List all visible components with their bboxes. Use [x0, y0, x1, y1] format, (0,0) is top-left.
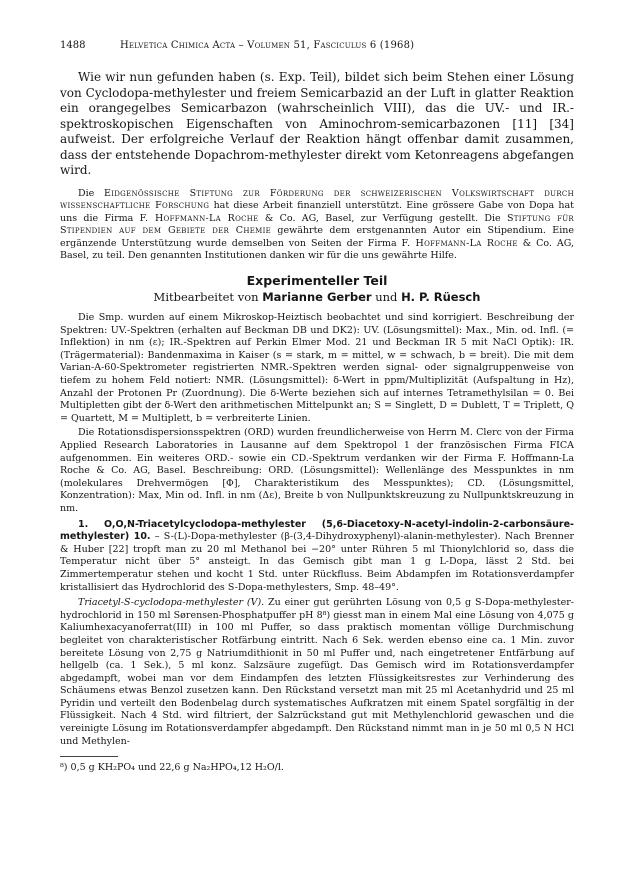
- footnote: ⁸) 0,5 g KH₂PO₄ und 22,6 g Na₂HPO₄,12 H₂O/l.: [60, 762, 284, 774]
- compound-1-title: 1. O,O,N-Triacetylcyclodopa-methylester (5,6-Diacetoxy-N-acetyl-indolin-2-carbonsäure-methylester) 10.: [60, 518, 574, 543]
- ack-prefix: Die: [78, 187, 104, 199]
- compound-1-text: – S-(L)-Dopa-methylester (β-(3,4-Dihydroxyphenyl)-alanin-methylester). Nach Brenner & Huber [22] tropft man zu 20 ml Methanol bei −20° unter Rühren 5 ml Thionylchlorid so, dass die Temperatur nicht über 5° ansteigt. In das Gemisch gibt man 1 g L-Dopa, lässt 2 Std. bei Zimmertemperatur stehen und kocht 1 Std. unter Rückfluss. Beim Abdampfen im Rotationsverdampfer kristallisiert das Hydrochlorid des S-Dopa-methylesters, Smp. 48–49°.: [60, 531, 574, 593]
- author-2: H. P. Rüesch: [401, 290, 481, 305]
- page-number: 1488: [60, 40, 86, 51]
- ack-text-2: & Co. AG, Basel, zur Verfügung gestellt. Die: [258, 212, 507, 224]
- page: [60, 40, 574, 775]
- authors-and: und: [371, 290, 402, 305]
- acknowledgment-paragraph: [60, 188, 574, 264]
- methods-paragraph: Die Smp. wurden auf einem Mikroskop-Heiztisch beobachtet und sind korrigiert. Beschreibung der Spektren: UV.-Spektren (erhalten auf Beckman DB und DK2): UV. (Lösungsmittel): Max., Min. od. Infl. (= Inflektion) in nm (ε); IR.-Spektren auf Perkin Elmer Mod. 21 und Beckman IR 5 mit NaCl Optik): IR. (Trägermaterial): Bandenmaxima in Kaiser (s = stark, m = mittel, w = schwach, b = breit). Die mit dem Varian-A-60-Spektrometer registrierten NMR.-Spektren werden signal- oder signalgruppenweise von tiefem zu hohem Feld notiert: NMR. (Lösungsmittel): δ-Wert in ppm/Multiplizität (Aufspaltung in Hz), Anzahl der Protonen Pr (Zuordnung). Die δ-Werte beziehen sich auf internes Tetramethylsilan = 0. Bei Multipletten gibt der δ-Wert den arithmetischen Mittelpunkt an; S = Singlett, D = Dublett, T = Triplett, Q = Quartett, M = Multiplett, b = verbreiterte Linien.: [60, 312, 574, 424]
- ack-text-3: gewährte dem erstgenannten Autor ein Stipendium. Eine ergänzende Unterstützung wurde demselben von Seiten der Firma: [60, 225, 574, 249]
- footnote-divider: [60, 756, 118, 757]
- ack-org-2: Stiftung für Stipendien auf dem Gebiete der Chemie: [60, 212, 574, 237]
- journal-title: Helvetica Chimica Acta – Volumen 51, Fasciculus 6 (1968): [120, 40, 415, 51]
- compound-2-paragraph: [60, 597, 574, 748]
- author-1: Marianne Gerber: [262, 290, 372, 305]
- compound-2-title: Triacetyl-S-cyclodopa-methylester (V).: [78, 597, 265, 609]
- authors-prefix: Mitbearbeitet von: [153, 290, 263, 305]
- ack-org-1: Eidgenössische Stiftung zur Förderung der schweizerischen Volkswirtschaft durch wissenschaftliche Forschung: [60, 187, 574, 212]
- ack-firm-1: F. Hoffmann-La Roche: [139, 212, 259, 224]
- ack-text-4: & Co. AG, Basel, zu teil. Den genannten Institutionen danken wir für die uns gewährte Hilfe.: [60, 237, 574, 262]
- intro-paragraph: Wie wir nun gefunden haben (s. Exp. Teil), bildet sich beim Stehen einer Lösung von Cyclodopa-methylester und freiem Semicarbazid an der Luft in glatter Reaktion ein orangegelbes Semicarbazon (wahrscheinlich VIII), das die UV.- und IR.-spektroskopischen Eigenschaften von Aminochrom-semicarbazonen [11] [34] aufweist. Der erfolgreiche Verlauf der Reaktion hängt offenbar damit zusammen, dass der entstehende Dopachrom-methylester direkt vom Ketonreagens abgefangen wird.: [60, 70, 575, 177]
- section-authors: [60, 290, 574, 304]
- compound-2-text: Zu einer gut gerührten Lösung von 0,5 g S-Dopa-methylester-hydrochlorid in 150 ml Sørensen-Phosphatpuffer pH 8⁸) giesst man in einem Mal eine Lösung von 4,075 g Kaliumhexacyanoferrat(III) in 100 ml Puffer, so dass praktisch momentan völlige Durchmischung begleitet von charakteristischer Rotfärbung eintritt. Nach 6 Sek. werden ebenso eine ca. 1 Min. zuvor bereitete Lösung von 2,75 g Natriumdithionit in 50 ml Puffer und, nach eingetretener Entfärbung auf hellgelb (ca. 1 Sek.), 5 ml konz. Salzsäure zugefügt. Das Gemisch wird im Rotationsverdampfer abgedampft, wobei man vor dem Eindampfen des letzten Flüssigkeitsrestes zur Verhinderung des Schäumens etwas Benzol zusetzen kann. Den Rückstand versetzt man mit 25 ml Acetanhydrid und 25 ml Pyridin und verteilt den Bodenbelag durch systematisches Aufkratzen mit einem Spatel sorgfältig in der Flüssigkeit. Nach 4 Std. wird filtriert, der Salzrückstand gut mit Methylenchlorid gewaschen und die vereinigte Lösung im Rotationsverdampfer abgedampft. Den Rückstand nimmt man in je 50 ml 0,5 N HCl und Methylen-: [60, 597, 574, 747]
- ord-paragraph: Die Rotationsdispersionsspektren (ORD) wurden freundlicherweise von Herrn M. Clerc von der Firma Applied Research Laboratories in Lausanne auf dem Spektropol 1 der französischen Firma FICA aufgenommen. Ein weiteres ORD.- sowie ein CD.-Spektrum verdanken wir der Firma F. Hoffmann-La Roche & Co. AG, Basel. Beschreibung: ORD. (Lösungsmittel): Wellenlänge des Messpunktes in nm (molekulares Drehvermögen [Φ], Charakteristikum des Messpunktes); CD. (Lösungsmittel, Konzentration): Max, Min od. Infl. in nm (Δε), Breite b von Nullpunktskreuzung zu Nullpunktskreuzung in nm.: [60, 427, 574, 514]
- running-header: [60, 40, 574, 54]
- compound-1-paragraph: [60, 519, 574, 595]
- ack-text-1: hat diese Arbeit finanziell unterstützt. Eine grössere Gabe von Dopa hat uns die Firma: [60, 200, 574, 224]
- ack-firm-2: F. Hoffmann-La Roche: [401, 237, 518, 249]
- section-title: Experimenteller Teil: [246, 273, 388, 289]
